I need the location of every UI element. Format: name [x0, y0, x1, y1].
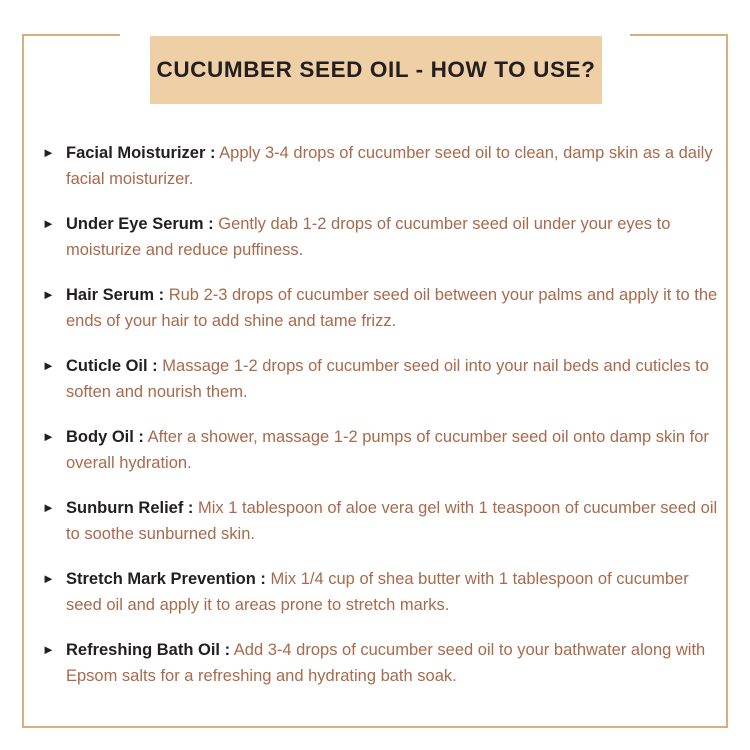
- list-item-text: [66, 566, 720, 618]
- arrow-bullet-icon: ►: [42, 429, 55, 444]
- list-item: [40, 211, 720, 263]
- arrow-bullet-icon: ►: [42, 571, 55, 586]
- page-title: CUCUMBER SEED OIL - HOW TO USE?: [156, 57, 596, 82]
- list-item-term: Refreshing Bath Oil :: [66, 641, 231, 659]
- list-item: [40, 424, 720, 476]
- arrow-bullet-icon: ►: [42, 145, 55, 160]
- arrow-bullet-icon: ►: [42, 358, 55, 373]
- list-item-description: Mix 1 tablespoon of aloe vera gel with 1 teaspoon of cucumber seed oil to soothe sunburned skin.: [66, 499, 718, 543]
- list-item-description: Rub 2-3 drops of cucumber seed oil between your palms and apply it to the ends of your hair to add shine and tame frizz.: [66, 286, 718, 330]
- list-item: [40, 353, 720, 405]
- list-item-text: [66, 424, 720, 476]
- list-item-term: Facial Moisturizer :: [66, 144, 216, 162]
- list-item-term: Body Oil :: [66, 428, 144, 446]
- list-item-text: [66, 211, 720, 263]
- list-item-text: [66, 140, 720, 192]
- list-item-term: Cuticle Oil :: [66, 357, 158, 375]
- list-item: [40, 566, 720, 618]
- arrow-bullet-icon: ►: [42, 216, 55, 231]
- arrow-bullet-icon: ►: [42, 287, 55, 302]
- arrow-bullet-icon: ►: [42, 500, 55, 515]
- list-item-description: Gently dab 1-2 drops of cucumber seed oil under your eyes to moisturize and reduce puffiness.: [66, 215, 671, 259]
- list-item-description: After a shower, massage 1-2 pumps of cucumber seed oil onto damp skin for overall hydration.: [66, 428, 709, 472]
- list-item-description: Apply 3-4 drops of cucumber seed oil to clean, damp skin as a daily facial moisturizer.: [66, 144, 713, 188]
- list-item: [40, 637, 720, 689]
- list-item-text: [66, 495, 720, 547]
- list-item-description: Add 3-4 drops of cucumber seed oil to your bathwater along with Epsom salts for a refreshing and hydrating bath soak.: [66, 641, 706, 685]
- list-item-description: Massage 1-2 drops of cucumber seed oil into your nail beds and cuticles to soften and nourish them.: [66, 357, 709, 401]
- list-item-description: Mix 1/4 cup of shea butter with 1 tablespoon of cucumber seed oil and apply it to areas prone to stretch marks.: [66, 570, 689, 614]
- list-item-term: Stretch Mark Prevention :: [66, 570, 266, 588]
- title-banner: [150, 36, 602, 104]
- list-item-text: [66, 353, 720, 405]
- list-item-text: [66, 637, 720, 689]
- arrow-bullet-icon: ►: [42, 642, 55, 657]
- list-item-term: Under Eye Serum :: [66, 215, 214, 233]
- list-item: [40, 140, 720, 192]
- list-item: [40, 282, 720, 334]
- list-item-term: Hair Serum :: [66, 286, 165, 304]
- list-item-term: Sunburn Relief :: [66, 499, 194, 517]
- usage-list: [40, 140, 720, 708]
- list-item: [40, 495, 720, 547]
- list-item-text: [66, 282, 720, 334]
